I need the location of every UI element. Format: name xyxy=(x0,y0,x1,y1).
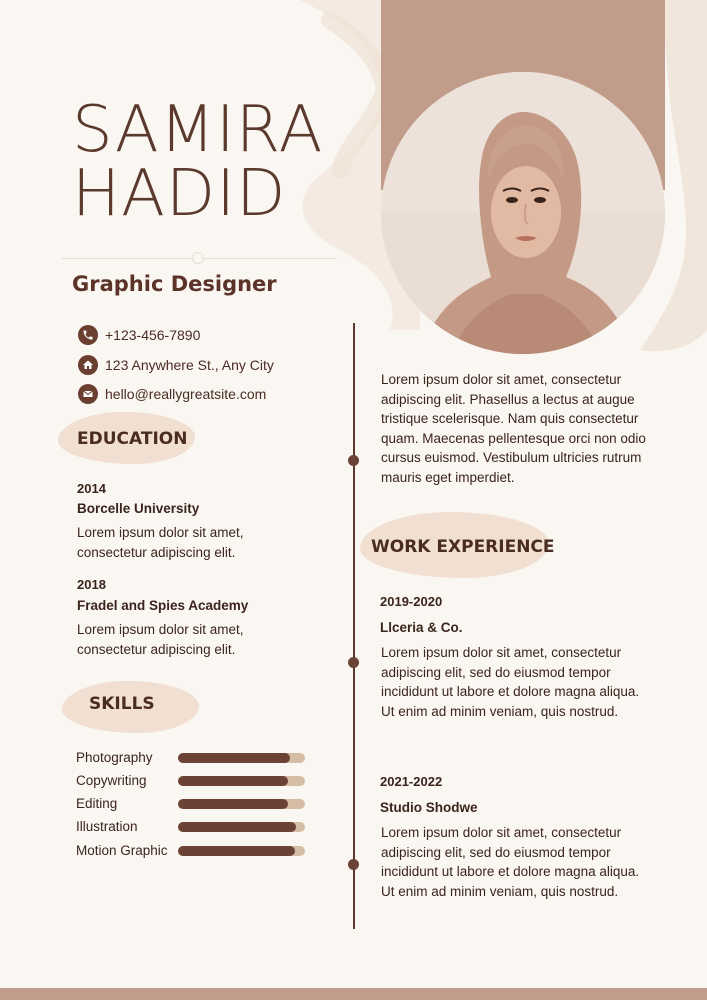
education-year: 2014 xyxy=(77,481,106,496)
timeline-line xyxy=(353,323,355,929)
work-description: Lorem ipsum dolor sit amet, consectetur adipiscing elit, sed do eiusmod tempor incididunt ut labore et dolore magna aliqua. Ut enim ad minim veniam, quis nostrud. xyxy=(381,825,640,899)
skill-label: Illustration xyxy=(76,819,138,834)
profile-photo xyxy=(381,72,665,354)
contact-phone xyxy=(78,325,200,345)
work-description: Lorem ipsum dolor sit amet, consectetur adipiscing elit, sed do eiusmod tempor incididunt ut labore et dolore magna aliqua. Ut enim ad minim veniam, quis nostrud. xyxy=(381,645,640,719)
name-divider-ornament xyxy=(192,252,204,264)
timeline-dot xyxy=(348,455,359,466)
phone-text: +123-456-7890 xyxy=(105,327,201,343)
contact-address xyxy=(78,355,274,375)
skill-label: Photography xyxy=(76,750,153,765)
footer-bar xyxy=(0,988,707,1000)
skill-bar-fill xyxy=(178,753,290,763)
work-period: 2021-2022 xyxy=(380,774,443,789)
skill-bar-fill xyxy=(178,776,288,786)
education-year: 2018 xyxy=(77,577,106,592)
work-heading: WORK EXPERIENCE xyxy=(371,537,555,557)
timeline-dot xyxy=(348,657,359,668)
skill-bar-track xyxy=(178,846,305,856)
home-icon xyxy=(78,355,98,375)
skill-bar-track xyxy=(178,776,305,786)
work-company: Studio Shodwe xyxy=(380,800,478,815)
email-text: hello@reallygreatsite.com xyxy=(105,386,267,402)
address-text: 123 Anywhere St., Any City xyxy=(105,357,274,373)
mail-icon xyxy=(78,384,98,404)
contact-email xyxy=(78,384,266,404)
job-title: Graphic Designer xyxy=(72,272,277,296)
skill-label: Editing xyxy=(76,796,118,811)
education-school: Fradel and Spies Academy xyxy=(77,598,249,613)
profile-summary: Lorem ipsum dolor sit amet, consectetur adipiscing elit. Phasellus a lectus at augue tristique scelerisque. Nam quis consectetur quam. Maecenas pellentesque orci non odio cursus euismod. Vestibulum ultricies rutrum mauris eget imperdiet. xyxy=(381,372,646,485)
education-text: Lorem ipsum dolor sit amet, consectetur adipiscing elit. xyxy=(77,622,244,657)
skill-bar-track xyxy=(178,822,305,832)
phone-icon xyxy=(78,325,98,345)
last-name: HADID xyxy=(72,157,287,231)
skill-bar-fill xyxy=(178,846,295,856)
skill-bar-track xyxy=(178,799,305,809)
education-heading: EDUCATION xyxy=(77,429,188,449)
skill-bar-track xyxy=(178,753,305,763)
timeline-dot xyxy=(348,859,359,870)
skill-bar-fill xyxy=(178,799,288,809)
work-period: 2019-2020 xyxy=(380,594,443,609)
work-company: Llceria & Co. xyxy=(380,620,463,635)
skill-label: Copywriting xyxy=(76,773,147,788)
first-name: SAMIRA xyxy=(72,93,324,167)
skill-bar-fill xyxy=(178,822,296,832)
skills-heading: SKILLS xyxy=(89,694,155,714)
education-text: Lorem ipsum dolor sit amet, consectetur adipiscing elit. xyxy=(77,525,244,560)
skill-label: Motion Graphic xyxy=(76,843,168,858)
education-school: Borcelle University xyxy=(77,501,200,516)
person-name xyxy=(72,93,324,231)
